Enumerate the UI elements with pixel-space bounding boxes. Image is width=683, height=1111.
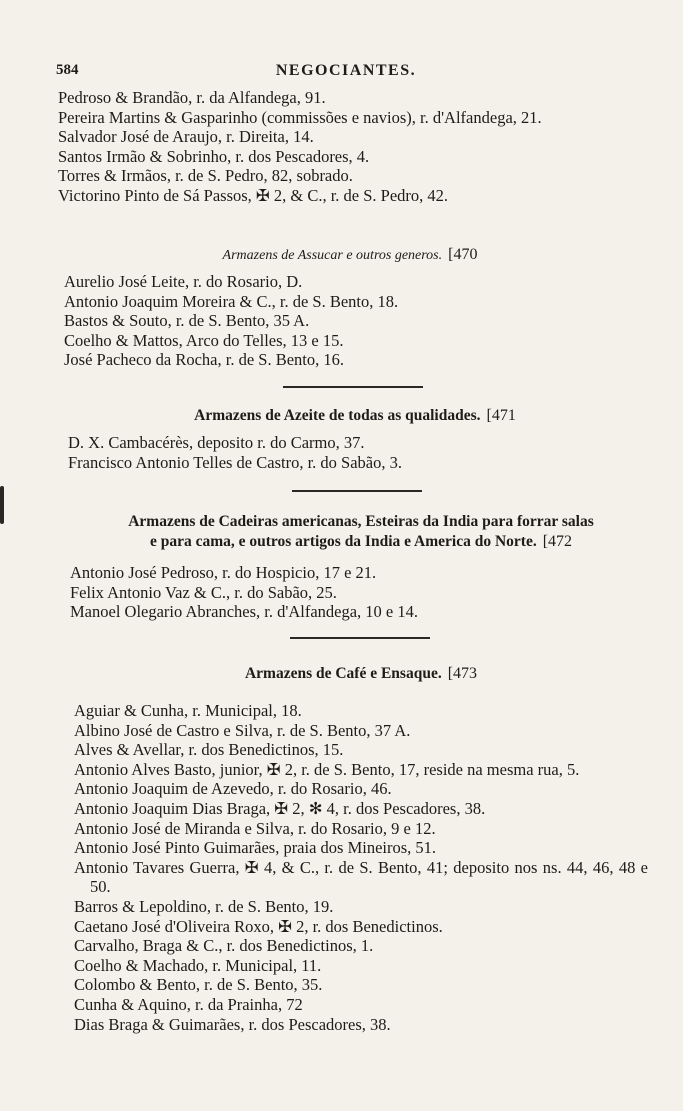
section-title: Armazens de Azeite de todas as qualidades. [194, 407, 481, 424]
list-item: Antonio José Pinto Guimarães, praia dos Mineiros, 51. [74, 838, 437, 858]
page-number: 584 [56, 62, 79, 78]
list-item: Cunha & Aquino, r. da Prainha, 72 [74, 994, 303, 1014]
section-number: [472 [542, 533, 573, 550]
list-item: Pereira Martins & Gasparinho (commissões e navios), r. d'Alfandega, 21. [58, 107, 542, 127]
list-item: Antonio José Pedroso, r. do Hospicio, 17 e 21. [70, 563, 377, 582]
section-heading-473 [66, 664, 656, 684]
list-item: Victorino Pinto de Sá Passos, ✠ 2, & C., r. de S. Pedro, 42. [58, 185, 449, 205]
list-item: Manoel Olegario Abranches, r. d'Alfandega, 10 e 14. [70, 602, 418, 622]
list-item: Torres & Irmãos, r. de S. Pedro, 82, sobrado. [58, 166, 353, 186]
list-item: Antonio Joaquim Moreira & C., r. de S. Bento, 18. [64, 291, 399, 311]
list-item: Antonio Tavares Guerra, ✠ 4, & C., r. de S. Bento, 41; deposito nos ns. 44, 46, 48 e 50. [74, 857, 648, 897]
list-item: Antonio José de Miranda e Silva, r. do Rosario, 9 e 12. [74, 818, 436, 838]
list-item: Colombo & Bento, r. de S. Bento, 35. [74, 975, 323, 995]
list-item: Aurelio José Leite, r. do Rosario, D. [64, 272, 303, 291]
entry-list-top [58, 88, 648, 206]
section-divider [292, 490, 422, 492]
list-item: Carvalho, Braga & C., r. dos Benedictinos, 1. [74, 936, 374, 956]
section-title: Armazens de Café e Ensaque. [244, 665, 442, 682]
list-item: Antonio Alves Basto, junior, ✠ 2, r. de S. Bento, 17, reside na mesma rua, 5. [74, 759, 580, 779]
binding-margin-mark [0, 486, 4, 524]
section-heading-472 [66, 512, 656, 552]
entry-list-472 [70, 563, 660, 622]
section-number: [473 [447, 665, 478, 682]
section-title: Armazens de Assucar e outros generos. [222, 248, 443, 263]
list-item: Bastos & Souto, r. de S. Bento, 35 A. [64, 311, 310, 331]
list-item: D. X. Cambacérès, deposito r. do Carmo, 37. [68, 433, 365, 452]
list-item: Dias Braga & Guimarães, r. dos Pescadores, 38. [74, 1014, 391, 1034]
list-item: Albino José de Castro e Silva, r. de S. Bento, 37 A. [74, 720, 411, 740]
list-item: Santos Irmão & Sobrinho, r. dos Pescadores, 4. [58, 146, 370, 166]
list-item: Coelho & Machado, r. Municipal, 11. [74, 955, 322, 975]
list-item: Coelho & Mattos, Arco do Telles, 13 e 15. [64, 330, 344, 350]
list-item: Aguiar & Cunha, r. Municipal, 18. [74, 701, 302, 720]
list-item: Barros & Lepoldino, r. de S. Bento, 19. [74, 896, 334, 916]
section-title-line1: Armazens de Cadeiras americanas, Esteiras da India para forrar salas [128, 513, 594, 530]
section-divider [283, 386, 423, 388]
running-title: NEGOCIANTES. [275, 62, 417, 79]
list-item: José Pacheco da Rocha, r. de S. Bento, 16. [64, 350, 344, 370]
list-item: Salvador José de Araujo, r. Direita, 14. [58, 127, 314, 147]
entry-list-473 [74, 701, 648, 1034]
list-item: Alves & Avellar, r. dos Benedictinos, 15. [74, 740, 344, 760]
section-number: [470 [448, 246, 478, 263]
section-title-line2: e para cama, e outros artigos da India e America do Norte. [149, 533, 537, 550]
section-divider [290, 637, 430, 639]
list-item: Caetano José d'Oliveira Roxo, ✠ 2, r. dos Benedictinos. [74, 916, 443, 936]
section-heading-471 [60, 406, 650, 426]
list-item: Felix Antonio Vaz & C., r. do Sabão, 25. [70, 582, 337, 602]
section-heading-470 [60, 246, 640, 264]
list-item: Antonio Joaquim Dias Braga, ✠ 2, ✻ 4, r. dos Pescadores, 38. [74, 798, 486, 818]
entry-list-471 [68, 433, 658, 472]
entry-list-470 [64, 272, 654, 370]
list-item: Pedroso & Brandão, r. da Alfandega, 91. [58, 88, 326, 107]
section-number: [471 [486, 407, 516, 424]
list-item: Antonio Joaquim de Azevedo, r. do Rosario, 46. [74, 779, 392, 799]
list-item: Francisco Antonio Telles de Castro, r. do Sabão, 3. [68, 452, 402, 472]
page-header [56, 62, 636, 84]
